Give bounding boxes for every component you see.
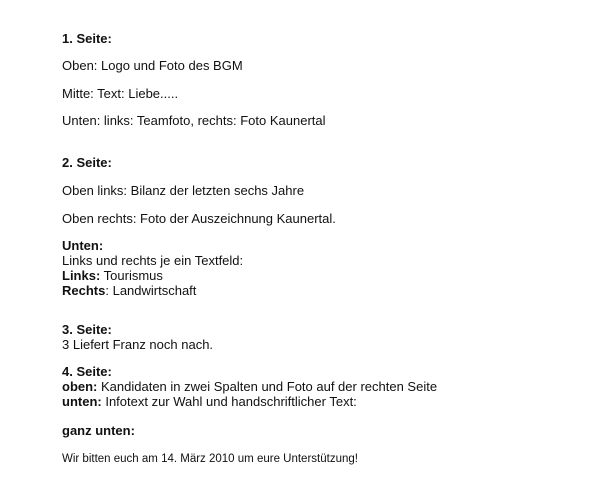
page1-top: Oben: Logo und Foto des BGM — [62, 58, 243, 73]
page3-heading: 3. Seite: — [62, 322, 112, 337]
page4-closing: Wir bitten euch am 14. März 2010 um eure Unterstützung! — [62, 453, 358, 465]
page4-heading: 4. Seite: — [62, 364, 112, 379]
page2-heading: 2. Seite: — [62, 155, 112, 170]
page2-bottom-heading: Unten: — [62, 238, 104, 253]
page2-left-field — [62, 268, 163, 284]
page4-bottom — [62, 394, 357, 410]
page2-top-right: Oben rechts: Foto der Auszeichnung Kaunertal. — [62, 211, 336, 226]
left-label: Links: — [62, 268, 101, 283]
page1-heading: 1. Seite: — [62, 31, 112, 46]
left-value: Tourismus — [100, 268, 163, 283]
top-value: Kandidaten in zwei Spalten und Foto auf der rechten Seite — [97, 379, 438, 394]
right-label: Rechts — [62, 283, 106, 298]
page4-very-bottom-heading: ganz unten: — [62, 423, 135, 438]
page4-top — [62, 379, 437, 395]
page1-middle: Mitte: Text: Liebe..... — [62, 86, 179, 101]
page2-right-field — [62, 283, 196, 299]
page3-text: 3 Liefert Franz noch nach. — [62, 337, 214, 352]
page1-bottom: Unten: links: Teamfoto, rechts: Foto Kaunertal — [62, 113, 326, 128]
page2-top-left: Oben links: Bilanz der letzten sechs Jahre — [62, 183, 305, 198]
top-label: oben: — [62, 379, 98, 394]
bottom-label: unten: — [62, 394, 102, 409]
page2-bottom-text: Links und rechts je ein Textfeld: — [62, 253, 244, 268]
right-value: : Landwirtschaft — [105, 283, 197, 298]
bottom-value: Infotext zur Wahl und handschriftlicher Text: — [101, 394, 357, 409]
